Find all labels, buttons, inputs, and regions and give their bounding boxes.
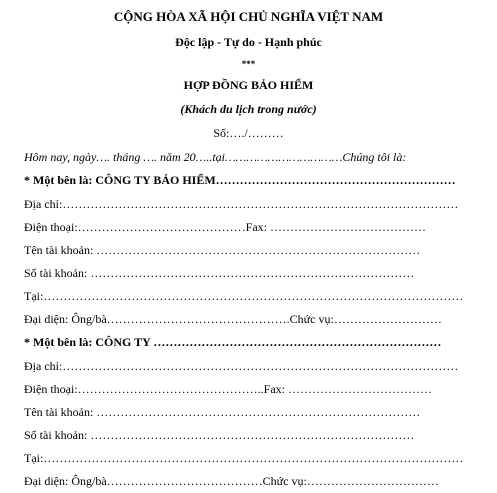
document-subtitle: (Khách du lịch trong nước) xyxy=(180,102,317,116)
party-b-address-field: Địa chỉ:……………………………………………………………………………………… xyxy=(24,359,459,373)
party-b-heading: * Một bên là: CÔNG TY ……………………………………………………………… xyxy=(24,335,442,349)
party-b-account-name-field: Tên tài khoản: ……………………………………………………………………… xyxy=(24,405,421,419)
decorative-stars: *** xyxy=(241,59,256,69)
intro-line: Hôm nay, ngày…. tháng …. năm 20…..tại……………………………Chúng tôi là: xyxy=(24,150,407,164)
party-a-account-name-field: Tên tài khoản: ……………………………………………………………………… xyxy=(24,243,421,257)
party-b-phone-fax-field: Điện thoại:………………………………………..Fax: ……………………………… xyxy=(24,382,432,396)
party-a-heading: * Một bên là: CÔNG TY BẢO HIỂM…………………………………………………… xyxy=(24,173,456,187)
party-a-account-number-field: Số tài khoản: ……………………………………………………………………… xyxy=(24,266,415,280)
motto: Độc lập - Tự do - Hạnh phúc xyxy=(175,35,322,49)
party-a-bank-field: Tại:…………………………………………………………………………………………… xyxy=(24,289,464,303)
party-b-account-number-field: Số tài khoản: ……………………………………………………………………… xyxy=(24,428,415,442)
national-title: CỘNG HÒA XÃ HỘI CHỦ NGHĨA VIỆT NAM xyxy=(113,9,384,24)
party-b-representative-field: Đại diện: Ông/bà…………………………………Chức vụ:…………………………… xyxy=(24,474,439,488)
party-a-representative-field: Đại diện: Ông/bà……………………………………….Chức vụ:……………………… xyxy=(24,312,442,326)
document-title: HỢP ĐỒNG BẢO HIỂM xyxy=(183,78,314,92)
party-b-bank-field: Tại:…………………………………………………………………………………………… xyxy=(24,451,464,465)
contract-number-line: Số:…./……… xyxy=(213,126,284,140)
party-a-phone-fax-field: Điện thoại:……………………………………Fax: ………………………………… xyxy=(24,220,426,234)
party-a-address-field: Địa chỉ:……………………………………………………………………………………… xyxy=(24,197,459,211)
